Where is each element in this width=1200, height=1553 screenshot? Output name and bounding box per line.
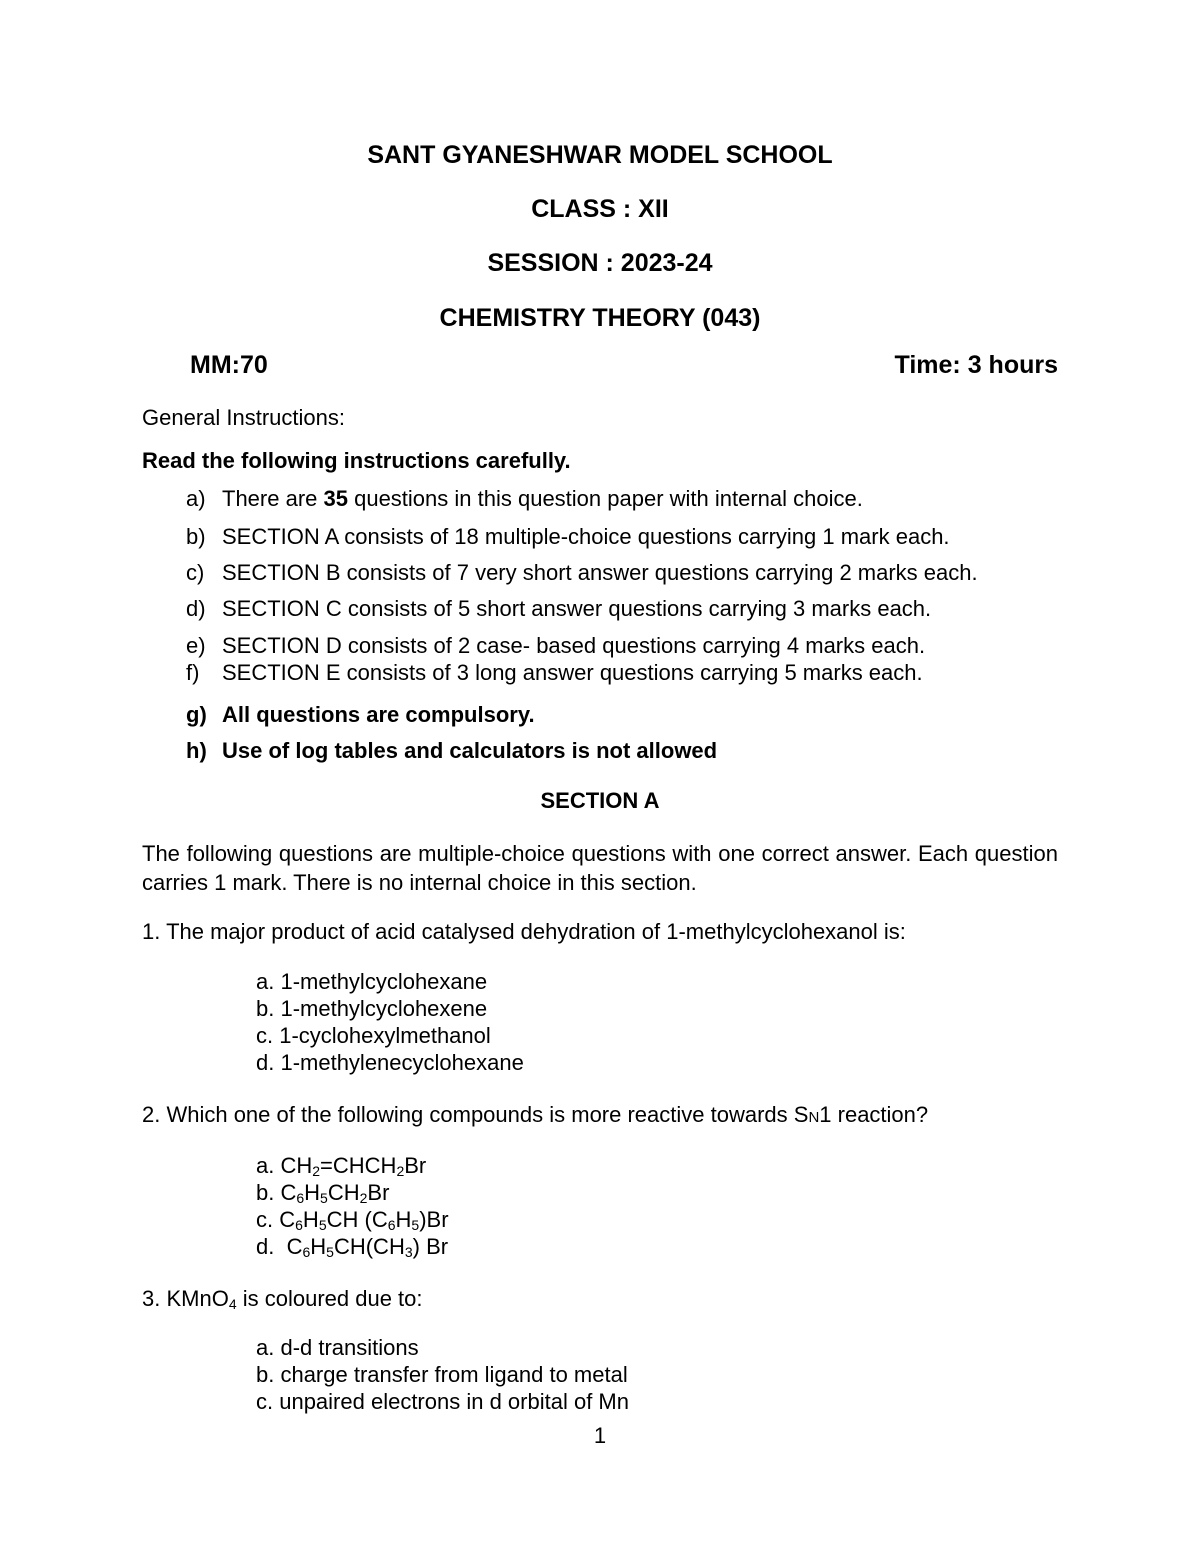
instruction-item-c: c) SECTION B consists of 7 very short answer questions carrying 2 marks each. — [186, 560, 978, 585]
question-2-option-c: c. $C_6H_5CH$ $(C_6H_5)Br$ — [256, 1207, 449, 1233]
instruction-item-e: e) SECTION D consists of 2 case- based questions carrying 4 marks each. — [186, 633, 926, 658]
instruction-item-b: b) SECTION A consists of 18 multiple-choice questions carrying 1 mark each. — [186, 524, 950, 549]
instruction-item-a: a) There are 35 questions in this question paper with internal choice. — [186, 486, 863, 511]
instruction-item-h: h) Use of log tables and calculators is not allowed — [186, 738, 718, 763]
instruction-item-d: d) SECTION C consists of 5 short answer questions carrying 3 marks each. — [186, 596, 932, 621]
session-label: SESSION : 2023-24 — [487, 249, 713, 277]
instructions-heading: General Instructions: — [142, 405, 345, 430]
instructions-lead: Read the following instructions carefully. — [142, 448, 571, 473]
item-label: a) — [186, 486, 206, 511]
question-3-option-c: c. unpaired electrons in d orbital of Mn — [256, 1389, 629, 1414]
question-2-option-d: d. $C_6H_5CH(CH_3)$ Br — [256, 1234, 449, 1260]
instruction-item-f: f) SECTION E consists of 3 long answer questions carrying 5 marks each. — [186, 660, 923, 685]
question-3-option-a: a. d-d transitions — [256, 1335, 419, 1360]
class-label: CLASS : XII — [531, 195, 669, 223]
question-1-option-c: c. 1-cyclohexylmethanol — [256, 1023, 491, 1048]
question-1-option-d: d. 1-methylenecyclohexane — [256, 1050, 524, 1075]
instruction-item-g: g) All questions are compulsory. — [186, 702, 535, 727]
subject-title: CHEMISTRY THEORY (043) — [439, 304, 761, 332]
question-2-stem: 2. Which one of the following compounds is more reactive towards SN1 reaction? — [142, 1102, 929, 1127]
question-3-stem: 3. KMnO$_4$ is coloured due to: — [142, 1286, 423, 1312]
question-2-option-b: b. $C_6H_5CH_2Br$ — [256, 1180, 390, 1206]
max-marks: MM:70 — [190, 351, 268, 379]
school-name: SANT GYANESHWAR MODEL SCHOOL — [367, 141, 833, 169]
question-1-option-a: a. 1-methylcyclohexane — [256, 969, 488, 994]
section-a-intro: The following questions are multiple-choice questions with one correct answer. Each question carries 1 mark. There is no internal choice in this section. — [142, 841, 1058, 895]
section-a-title: SECTION A — [540, 788, 660, 813]
page-number: 1 — [593, 1423, 607, 1448]
exam-time: Time: 3 hours — [894, 351, 1058, 379]
question-1-option-b: b. 1-methylcyclohexene — [256, 996, 488, 1021]
question-2-option-a: a. $CH_2=CHCH_2Br$ — [256, 1153, 427, 1179]
question-3-option-b: b. charge transfer from ligand to metal — [256, 1362, 628, 1387]
question-1-stem: 1. The major product of acid catalysed dehydration of 1-methylcyclohexanol is: — [142, 919, 906, 944]
